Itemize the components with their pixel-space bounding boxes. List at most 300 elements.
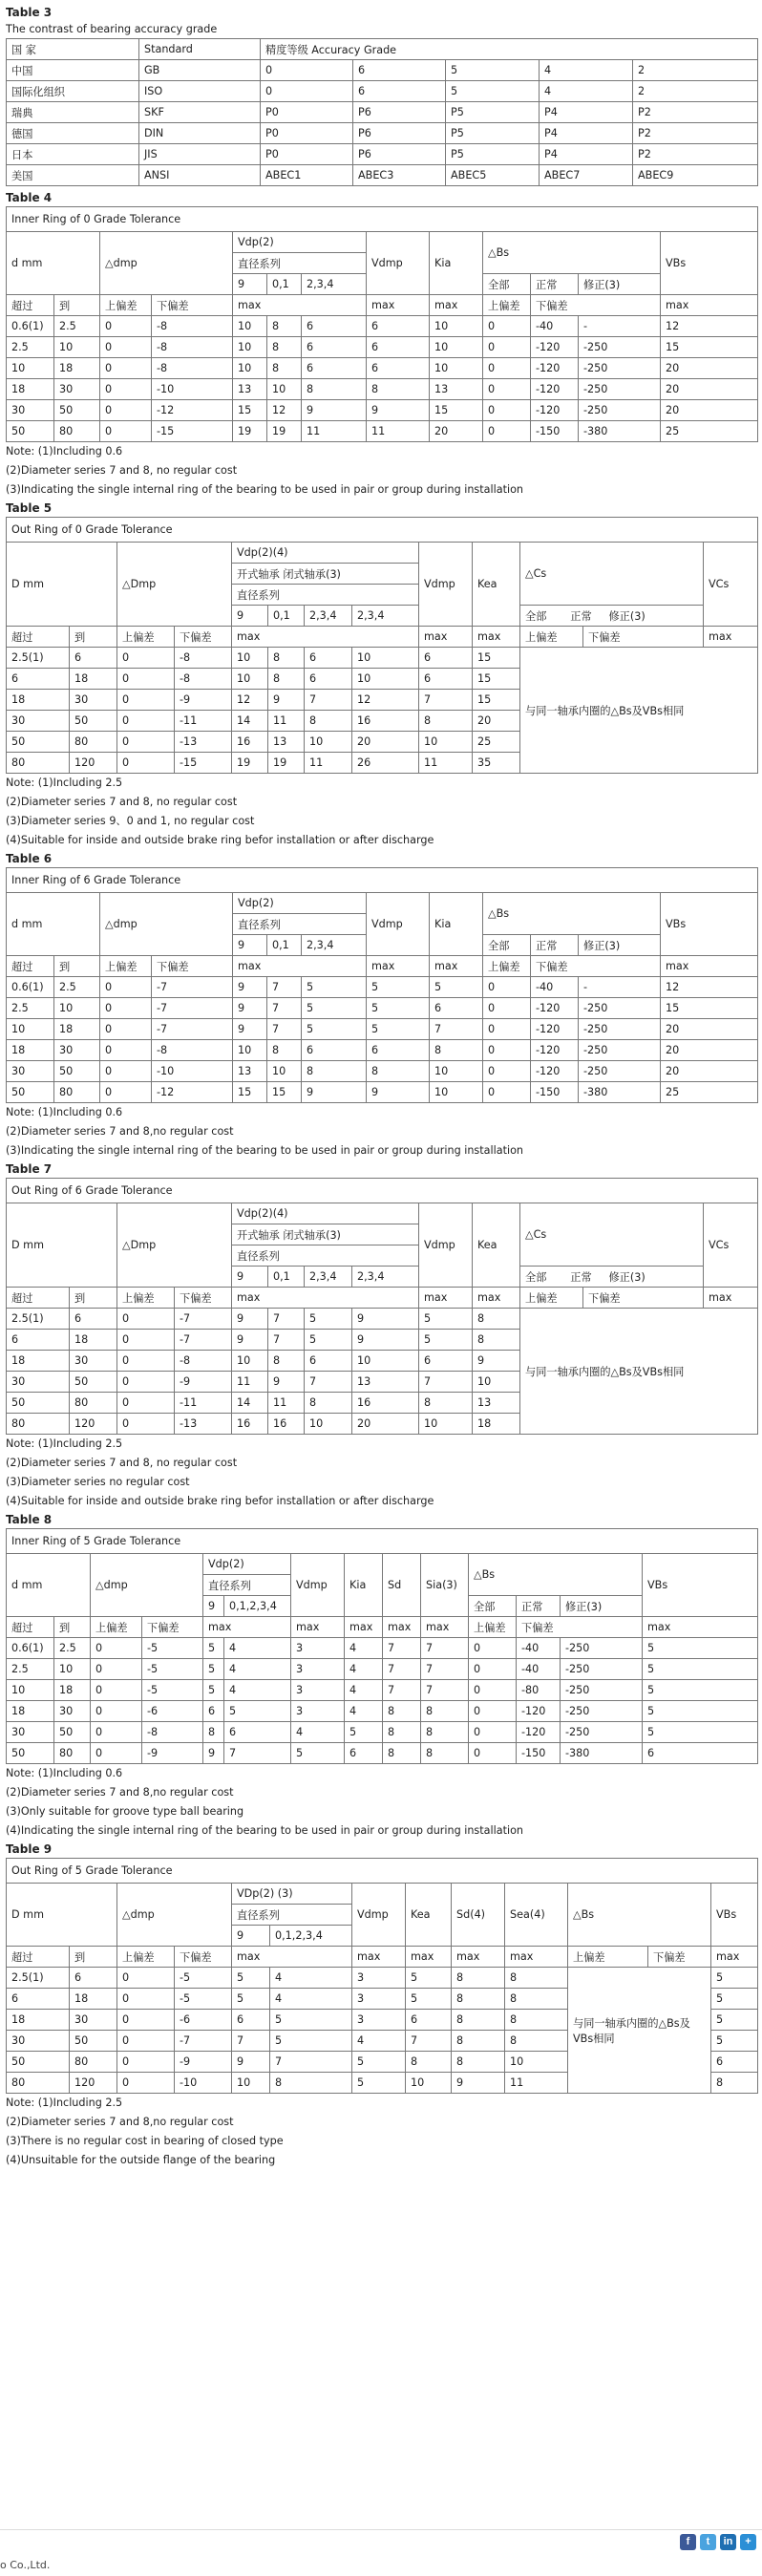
table6-cell: -250 xyxy=(579,1061,661,1082)
table6-cell: 20 xyxy=(661,1061,758,1082)
table9-cell: -9 xyxy=(175,2052,232,2073)
table4-cell: -250 xyxy=(579,400,661,421)
table6-cell: 12 xyxy=(661,977,758,998)
table8-cell: 4 xyxy=(224,1680,291,1701)
table3-cell: 国际化组织 xyxy=(7,81,139,102)
table5-cell: 0 xyxy=(117,711,175,732)
table6-cell: -250 xyxy=(579,1019,661,1040)
table8-cell: 7 xyxy=(383,1659,421,1680)
table7-cell: 5 xyxy=(305,1309,352,1330)
table6-cell: 0.6(1) xyxy=(7,977,54,998)
table8-cell: 7 xyxy=(383,1638,421,1659)
table5-h-d: D mm xyxy=(7,543,117,627)
table8-h-max: max xyxy=(421,1617,469,1638)
table6-cell: 10 xyxy=(267,1061,302,1082)
note-line: (2)Diameter series 7 and 8, no regular cost xyxy=(6,464,238,477)
table6-h-down: 下偏差 xyxy=(152,956,233,977)
table9-h-vbs: VBs xyxy=(711,1884,758,1947)
table9-cell: -7 xyxy=(175,2031,232,2052)
table4 xyxy=(6,206,758,442)
table9-cell: 8 xyxy=(711,2073,758,2094)
table8-cell: 4 xyxy=(345,1701,383,1722)
table5-body xyxy=(7,648,758,774)
table7-cell: 50 xyxy=(7,1393,70,1414)
table8-cell: 5 xyxy=(643,1659,758,1680)
table7-cell: -7 xyxy=(175,1330,232,1351)
table5-h-dmp: △Dmp xyxy=(117,543,232,627)
table3-cell: GB xyxy=(139,60,261,81)
table8-cell: 5 xyxy=(203,1680,224,1701)
table8-cell: 8 xyxy=(421,1722,469,1743)
table9-cell: 8 xyxy=(505,2031,568,2052)
table6-cell: 10 xyxy=(233,1040,267,1061)
table3-cell: P5 xyxy=(446,144,540,165)
table6-cell: 50 xyxy=(7,1082,54,1103)
table5-cell: 7 xyxy=(305,690,352,711)
table5-h-max: max xyxy=(704,627,758,648)
table9-cell: 6 xyxy=(711,2052,758,2073)
table4-h-max: max xyxy=(367,295,430,316)
table7-h-max: max xyxy=(419,1288,473,1309)
table4-cell: 0 xyxy=(483,337,531,358)
table9-cell: 5 xyxy=(711,2031,758,2052)
table5-cell: 0 xyxy=(117,690,175,711)
table6-cell: 0 xyxy=(483,1040,531,1061)
table9-cell: -10 xyxy=(175,2073,232,2094)
content xyxy=(6,4,758,2170)
table3-row xyxy=(7,165,758,186)
table4-cell: -40 xyxy=(531,316,579,337)
table9-cell: 7 xyxy=(270,2052,352,2073)
table9-h-down: 下偏差 xyxy=(175,1947,232,1968)
table3-title: Table 3 xyxy=(6,6,53,19)
table4-cell: 10 xyxy=(233,337,267,358)
table9-cell: 3 xyxy=(352,1968,406,1989)
table6-cell: -40 xyxy=(531,977,579,998)
table7-h-type xyxy=(232,1224,419,1245)
table3-cell: ABEC5 xyxy=(446,165,540,186)
table8-cell: 0 xyxy=(469,1743,517,1764)
table5-cell: 6 xyxy=(70,648,117,669)
table8-cell: 10 xyxy=(54,1659,91,1680)
facebook-icon[interactable]: f xyxy=(680,2534,696,2550)
table3-cell: 6 xyxy=(353,60,446,81)
table5-h-s4: 2,3,4 xyxy=(352,606,419,627)
table8-cell: 0.6(1) xyxy=(7,1638,54,1659)
table4-cell: 8 xyxy=(267,316,302,337)
table4-h-corr: 修正(3) xyxy=(579,274,661,295)
table8-row xyxy=(7,1638,758,1659)
table9-merged-note: 与同一轴承内圈的△Bs及VBs相同 xyxy=(568,1968,711,2094)
table7-cell: 120 xyxy=(70,1414,117,1435)
table7-cell: 7 xyxy=(305,1372,352,1393)
table6-cell: -7 xyxy=(152,977,233,998)
table8-h-vbs: VBs xyxy=(643,1554,758,1617)
table5-h-all: 全部 xyxy=(525,609,547,623)
table6-cell: -12 xyxy=(152,1082,233,1103)
table7-h-max: max xyxy=(473,1288,520,1309)
table3-cell: 5 xyxy=(446,60,540,81)
table4-cell: 80 xyxy=(54,421,100,442)
table6-cell: -8 xyxy=(152,1040,233,1061)
table4-h-max: max xyxy=(430,295,483,316)
table4-cell: 8 xyxy=(367,379,430,400)
table8-cell: 8 xyxy=(421,1701,469,1722)
table4-cell: 15 xyxy=(430,400,483,421)
table6-h-up: 上偏差 xyxy=(483,956,531,977)
table3-cell: ABEC9 xyxy=(633,165,758,186)
table4-cell: 9 xyxy=(302,400,367,421)
table8-cell: -120 xyxy=(517,1722,561,1743)
table9-cell: 7 xyxy=(406,2031,452,2052)
table5-cell: 7 xyxy=(419,690,473,711)
note-line: Note: (1)Including 2.5 xyxy=(6,777,123,789)
table4-caption: Inner Ring of 0 Grade Tolerance xyxy=(7,207,758,232)
table8-h-normal: 正常 xyxy=(517,1596,561,1617)
table5-h-up: 上偏差 xyxy=(520,627,583,648)
table5-cell: 15 xyxy=(473,669,520,690)
table8-cell: 6 xyxy=(224,1722,291,1743)
table4-cell: -250 xyxy=(579,379,661,400)
table4-cell: 10 xyxy=(54,337,100,358)
table7-cell: 8 xyxy=(419,1393,473,1414)
table8-h-to: 到 xyxy=(54,1617,91,1638)
table6-h-corr: 修正(3) xyxy=(579,935,661,956)
table6-h-to: 到 xyxy=(54,956,100,977)
table6-row xyxy=(7,1061,758,1082)
table4-cell: 6 xyxy=(367,337,430,358)
table8-cell: -250 xyxy=(561,1680,643,1701)
table4-cell: 10 xyxy=(430,316,483,337)
table6-cell: 30 xyxy=(7,1061,54,1082)
table4-cell: 0 xyxy=(483,316,531,337)
table8-cell: 0 xyxy=(91,1659,142,1680)
table3-cell: ISO xyxy=(139,81,261,102)
table8-cell: 7 xyxy=(224,1743,291,1764)
table7-cell: 5 xyxy=(419,1330,473,1351)
table9-cell: 120 xyxy=(70,2073,117,2094)
table8-h-max: max xyxy=(203,1617,291,1638)
table4-cell: 13 xyxy=(233,379,267,400)
table6-row xyxy=(7,977,758,998)
table5-cell: 35 xyxy=(473,753,520,774)
table7-h-to: 到 xyxy=(70,1288,117,1309)
table6-row xyxy=(7,1082,758,1103)
table7-cell: 30 xyxy=(70,1351,117,1372)
table6-row xyxy=(7,998,758,1019)
table6 xyxy=(6,867,758,1103)
table3-cell: P6 xyxy=(353,144,446,165)
table9-cell: 5 xyxy=(270,2031,352,2052)
table4-cell: 20 xyxy=(430,421,483,442)
table7-h-up: 上偏差 xyxy=(520,1288,583,1309)
table7-cell: 9 xyxy=(473,1351,520,1372)
footer-divider xyxy=(0,2529,762,2530)
table4-cell: -8 xyxy=(152,337,233,358)
table3-header-country: 国 家 xyxy=(7,39,139,60)
table7-cell: 10 xyxy=(419,1414,473,1435)
table7-cell: 0 xyxy=(117,1414,175,1435)
table8-cell: 7 xyxy=(421,1638,469,1659)
table5-h-series: 直径系列 xyxy=(232,585,419,606)
table7-cell: 10 xyxy=(305,1414,352,1435)
table7-cell: 5 xyxy=(305,1330,352,1351)
note-line: (3)There is no regular cost in bearing of closed type xyxy=(6,2135,284,2147)
table8-cell: 5 xyxy=(224,1701,291,1722)
table7-h-up: 上偏差 xyxy=(117,1288,175,1309)
table4-cell: -120 xyxy=(531,358,579,379)
table9-cell: 80 xyxy=(70,2052,117,2073)
table4-h-bs: △Bs xyxy=(483,232,661,274)
table7-cell: 13 xyxy=(473,1393,520,1414)
table3-cell: P0 xyxy=(261,144,353,165)
note-line: (4)Unsuitable for the outside flange of the bearing xyxy=(6,2154,276,2166)
table4-cell: 18 xyxy=(54,358,100,379)
table6-cell: 0 xyxy=(100,1040,152,1061)
table6-cell: 0 xyxy=(100,998,152,1019)
table6-caption: Inner Ring of 6 Grade Tolerance xyxy=(7,868,758,893)
table8-cell: 3 xyxy=(291,1701,345,1722)
table9-body xyxy=(7,1968,758,2094)
table5-cell: 20 xyxy=(473,711,520,732)
table8-cell: 2.5 xyxy=(54,1638,91,1659)
table9-h-series: 直径系列 xyxy=(232,1905,352,1926)
table7-cell: -8 xyxy=(175,1351,232,1372)
table9-cell: 0 xyxy=(117,2052,175,2073)
table8-cell: 0 xyxy=(91,1743,142,1764)
table4-cell: 6 xyxy=(367,358,430,379)
linkedin-icon[interactable]: in xyxy=(720,2534,736,2550)
table9-cell: 0 xyxy=(117,2031,175,2052)
table5-h-normal: 正常 xyxy=(570,609,592,623)
table8-cell: 3 xyxy=(291,1638,345,1659)
table6-cell: -10 xyxy=(152,1061,233,1082)
table7-cell: 0 xyxy=(117,1393,175,1414)
table4-cell: 30 xyxy=(7,400,54,421)
table8-h-d: d mm xyxy=(7,1554,91,1617)
table8-cell: 5 xyxy=(643,1722,758,1743)
table7-cell: 0 xyxy=(117,1330,175,1351)
table4-cell: 13 xyxy=(430,379,483,400)
table4-row xyxy=(7,421,758,442)
table6-cell: 20 xyxy=(661,1040,758,1061)
table9-cell: 6 xyxy=(70,1968,117,1989)
table5-cell: 8 xyxy=(419,711,473,732)
table8-cell: 0 xyxy=(91,1638,142,1659)
table9-cell: 8 xyxy=(452,1989,505,2010)
table5-cell: 13 xyxy=(268,732,305,753)
table8-cell: 5 xyxy=(291,1743,345,1764)
table4-cell: 6 xyxy=(302,358,367,379)
table8-cell: 0 xyxy=(91,1722,142,1743)
table3-cell: P6 xyxy=(353,102,446,123)
table8-cell: 4 xyxy=(224,1638,291,1659)
table4-cell: -10 xyxy=(152,379,233,400)
table3-header-standard: Standard xyxy=(139,39,261,60)
table7-cell: 6 xyxy=(7,1330,70,1351)
table4-h-vbs: VBs xyxy=(661,232,758,295)
table4-cell: 20 xyxy=(661,379,758,400)
share-icon[interactable]: + xyxy=(740,2534,756,2550)
table4-notes xyxy=(6,442,758,500)
table3-row xyxy=(7,81,758,102)
table8-cell: 50 xyxy=(54,1722,91,1743)
table8-cell: 7 xyxy=(421,1659,469,1680)
table4-h-to: 到 xyxy=(54,295,100,316)
table8-cell: 3 xyxy=(291,1659,345,1680)
table8-cell: 18 xyxy=(7,1701,54,1722)
table4-cell: 6 xyxy=(302,316,367,337)
table9-cell: 5 xyxy=(232,1989,270,2010)
note-line: (3)Only suitable for groove type ball bearing xyxy=(6,1805,244,1818)
table5-h-vcs: VCs xyxy=(704,543,758,627)
table5-cell: 10 xyxy=(419,732,473,753)
table3-cell: 0 xyxy=(261,60,353,81)
table7-h-all: 全部 xyxy=(525,1270,547,1284)
table4-h-over: 超过 xyxy=(7,295,54,316)
table7-cell: 9 xyxy=(232,1330,268,1351)
table8-cell: 8 xyxy=(383,1701,421,1722)
table6-cell: 6 xyxy=(430,998,483,1019)
table8-cell: 4 xyxy=(345,1680,383,1701)
table9-cell: 18 xyxy=(7,2010,70,2031)
table6-cell: 0 xyxy=(483,977,531,998)
table9 xyxy=(6,1858,758,2094)
table9-cell: 5 xyxy=(711,1968,758,1989)
table5-cell: -15 xyxy=(175,753,232,774)
table6-cell: 0 xyxy=(483,998,531,1019)
table7-cell: 2.5(1) xyxy=(7,1309,70,1330)
table6-cell: 10 xyxy=(430,1082,483,1103)
table4-h-up: 上偏差 xyxy=(483,295,531,316)
table7-cell: 5 xyxy=(419,1309,473,1330)
table3-cell: 美国 xyxy=(7,165,139,186)
social-links xyxy=(680,2534,756,2550)
table6-row xyxy=(7,1019,758,1040)
table3-cell: P5 xyxy=(446,102,540,123)
table6-cell: 7 xyxy=(267,977,302,998)
note-line: (2)Diameter series 7 and 8, no regular cost xyxy=(6,1457,238,1469)
table6-cell: 0 xyxy=(100,977,152,998)
table8-cell: 5 xyxy=(203,1659,224,1680)
table6-cell: 50 xyxy=(54,1061,100,1082)
table9-h-over: 超过 xyxy=(7,1947,70,1968)
table8-cell: 0 xyxy=(469,1638,517,1659)
table9-h-bs: △Bs xyxy=(568,1884,711,1947)
table9-cell: 5 xyxy=(711,2010,758,2031)
table6-notes xyxy=(6,1103,758,1160)
table6-cell: 5 xyxy=(367,998,430,1019)
table4-cell: 0 xyxy=(100,358,152,379)
table8-cell: 8 xyxy=(203,1722,224,1743)
table9-cell: 8 xyxy=(452,2052,505,2073)
table8-cell: 0 xyxy=(469,1722,517,1743)
table5-cell: 6 xyxy=(419,648,473,669)
table8-cell: -40 xyxy=(517,1638,561,1659)
table9-cell: 8 xyxy=(406,2052,452,2073)
table7-cell: 7 xyxy=(268,1309,305,1330)
table9-cell: 11 xyxy=(505,2073,568,2094)
table9-h-vdmp: Vdmp xyxy=(352,1884,406,1947)
table3-cell: 4 xyxy=(540,81,633,102)
table9-row xyxy=(7,1968,758,1989)
table6-cell: 0 xyxy=(100,1082,152,1103)
table9-cell: 9 xyxy=(232,2052,270,2073)
table5-h-max: max xyxy=(473,627,520,648)
table3-cell: 德国 xyxy=(7,123,139,144)
table8-cell: 3 xyxy=(291,1680,345,1701)
table6-cell: 5 xyxy=(302,998,367,1019)
twitter-icon[interactable]: t xyxy=(700,2534,716,2550)
table4-h-s2: 0,1 xyxy=(267,274,302,295)
note-line: (3)Indicating the single internal ring of the bearing to be used in pair or group during installation xyxy=(6,483,524,496)
table6-cell: -380 xyxy=(579,1082,661,1103)
table7-cell: 16 xyxy=(268,1414,305,1435)
note-line: Note: (1)Including 0.6 xyxy=(6,1106,123,1118)
table6-cell: 15 xyxy=(267,1082,302,1103)
table7-cell: 16 xyxy=(352,1393,419,1414)
table4-body xyxy=(7,316,758,442)
table6-cell: 15 xyxy=(661,998,758,1019)
table6-cell: -120 xyxy=(531,1019,579,1040)
table7-h-max: max xyxy=(232,1288,419,1309)
table9-cell: 4 xyxy=(270,1968,352,1989)
table4-cell: 15 xyxy=(233,400,267,421)
table8-cell: -8 xyxy=(142,1722,203,1743)
table4-cell: 0 xyxy=(100,316,152,337)
table4-cell: 0 xyxy=(483,379,531,400)
table7-cell: 50 xyxy=(70,1372,117,1393)
table7-cell: 6 xyxy=(419,1351,473,1372)
table7-cell: 6 xyxy=(70,1309,117,1330)
table9-title: Table 9 xyxy=(6,1842,53,1856)
table8-cell: -40 xyxy=(517,1659,561,1680)
table5-cell: 8 xyxy=(268,669,305,690)
table6-cell: 15 xyxy=(233,1082,267,1103)
table4-cell: 2.5 xyxy=(54,316,100,337)
table4-h-down: 下偏差 xyxy=(152,295,233,316)
table7-h-max: max xyxy=(704,1288,758,1309)
table4-cell: 10 xyxy=(267,379,302,400)
table5-cell: 6 xyxy=(305,669,352,690)
note-line: Note: (1)Including 2.5 xyxy=(6,2097,123,2109)
table8-h-bs: △Bs xyxy=(469,1554,643,1596)
table6-cell: 18 xyxy=(7,1040,54,1061)
table8-cell: -250 xyxy=(561,1701,643,1722)
table6-cell: 20 xyxy=(661,1019,758,1040)
table6-cell: 9 xyxy=(233,998,267,1019)
table5-h-all-normal-corr xyxy=(520,606,704,627)
table6-cell: - xyxy=(579,977,661,998)
table3-row xyxy=(7,60,758,81)
table5-cell: 11 xyxy=(305,753,352,774)
table6-h-vdmp: Vdmp xyxy=(367,893,430,956)
table9-h-max: max xyxy=(452,1947,505,1968)
table7-cell: 8 xyxy=(305,1393,352,1414)
table7-h-corr: 修正(3) xyxy=(608,1270,646,1284)
table8-cell: 5 xyxy=(203,1638,224,1659)
table6-cell: -250 xyxy=(579,1040,661,1061)
table9-cell: 0 xyxy=(117,2010,175,2031)
table4-h-kia: Kia xyxy=(430,232,483,295)
table4-cell: 0 xyxy=(100,400,152,421)
table6-h-series: 直径系列 xyxy=(233,914,367,935)
table3-cell: JIS xyxy=(139,144,261,165)
note-line: (2)Diameter series 7 and 8, no regular cost xyxy=(6,796,238,808)
table7-cell: 9 xyxy=(232,1309,268,1330)
table4-row xyxy=(7,337,758,358)
table8-cell: 8 xyxy=(383,1722,421,1743)
